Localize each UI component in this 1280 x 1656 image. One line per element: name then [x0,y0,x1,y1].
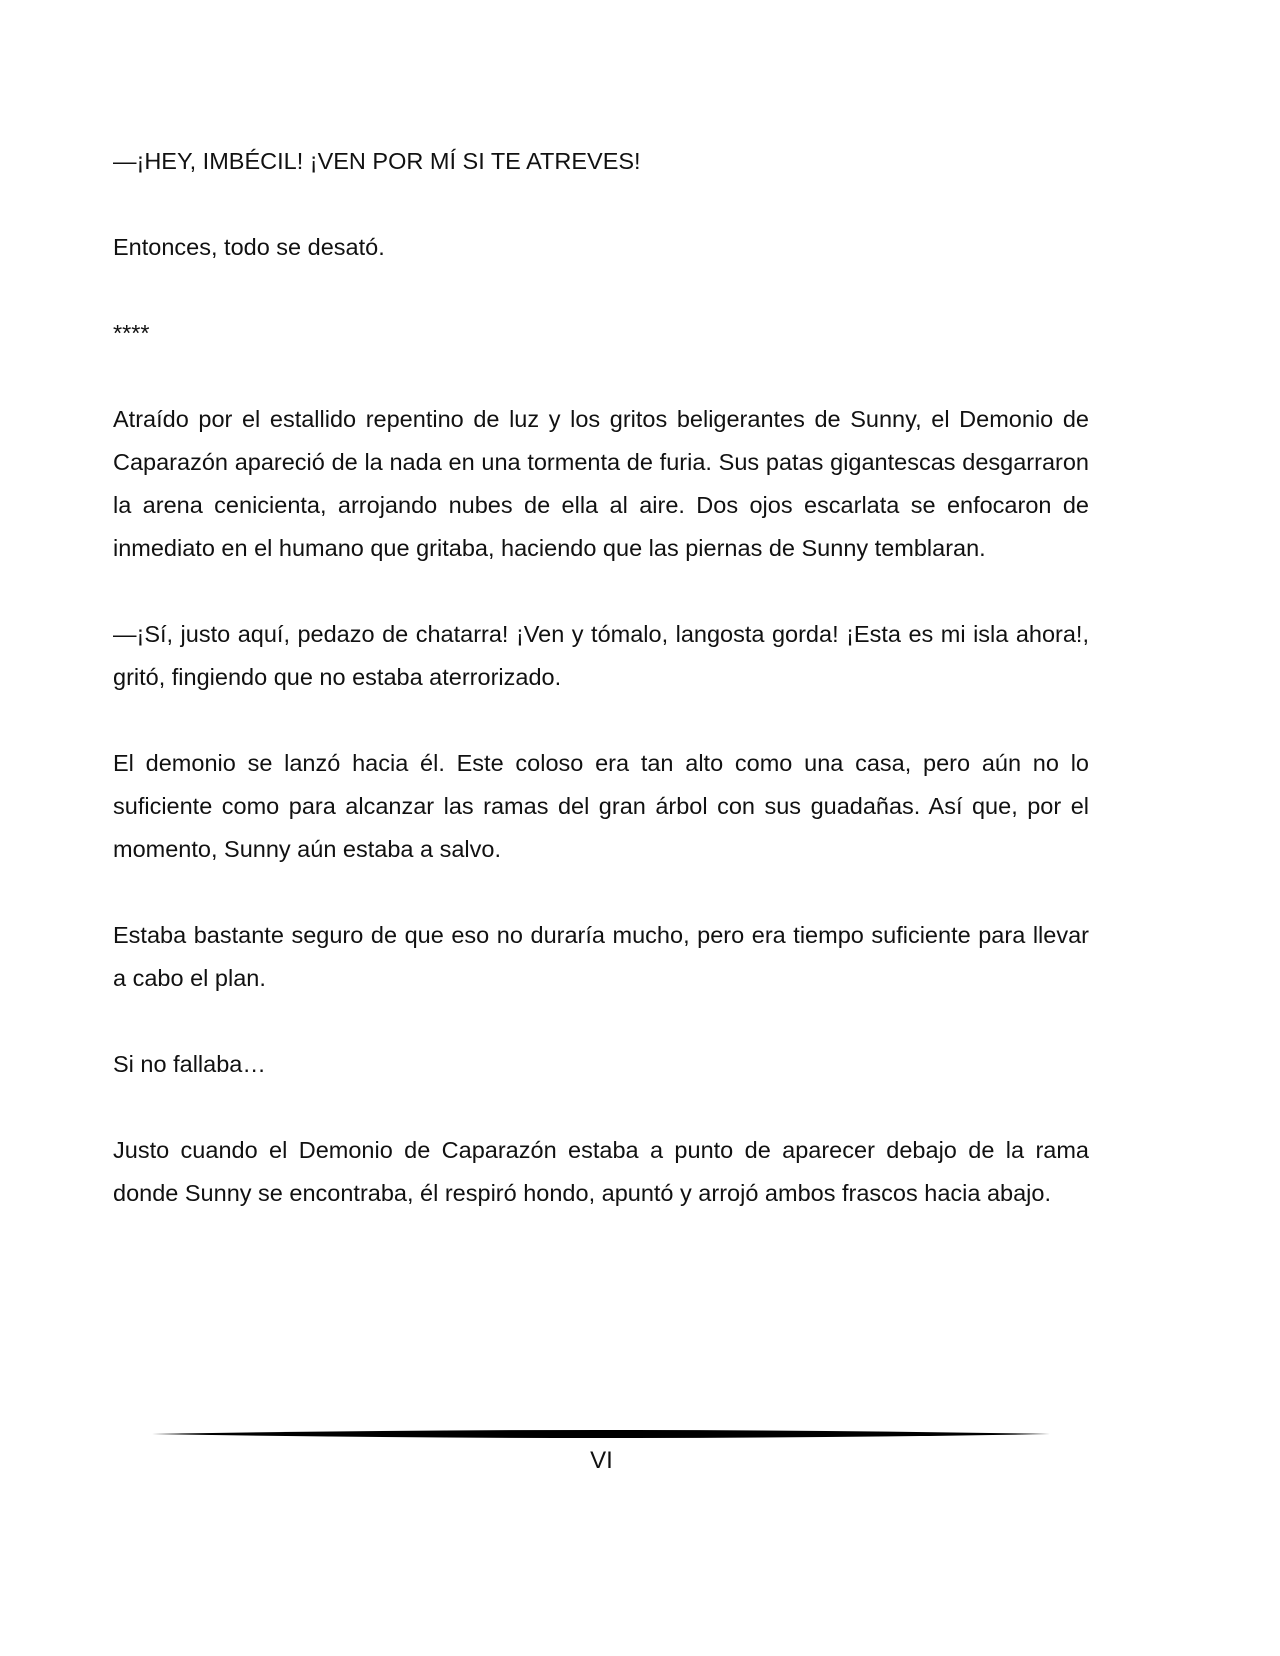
paragraph-unleashed: Entonces, todo se desató. [113,234,385,260]
paragraph-throw-flasks: Justo cuando el Demonio de Caparazón estaba a punto de aparecer debajo de la rama donde Sunny se encontraba, él respiró hondo, apuntó y arrojó ambos frascos hacia abajo. [113,1137,1089,1206]
paragraph-taunt: —¡Sí, justo aquí, pedazo de chatarra! ¡Ven y tómalo, langosta gorda! ¡Esta es mi isla ahora!, gritó, fingiendo que no estaba aterrorizado. [113,621,1089,690]
paragraph-plan: Estaba bastante seguro de que eso no duraría mucho, pero era tiempo suficiente para llevar a cabo el plan. [113,922,1089,991]
paragraph-if-not-fail: Si no fallaba… [113,1051,266,1077]
paragraph-shout: —¡HEY, IMBÉCIL! ¡VEN POR MÍ SI TE ATREVES! [113,148,641,174]
scene-break: **** [113,320,150,346]
footer-divider [152,1427,1050,1441]
paragraph-demon-appears: Atraído por el estallido repentino de luz y los gritos beligerantes de Sunny, el Demonio de Caparazón apareció de la nada en una tormenta de furia. Sus patas gigantescas desgarraron la arena cenicienta, arrojando nubes de ella al aire. Dos ojos escarlata se enfocaron de inmediato en el humano que gritaba, haciendo que las piernas de Sunny temblaran. [113,406,1089,561]
page-number: VI [590,1447,613,1474]
body-text [113,140,1089,1258]
paragraph-demon-lunges: El demonio se lanzó hacia él. Este coloso era tan alto como una casa, pero aún no lo suficiente como para alcanzar las ramas del gran árbol con sus guadañas. Así que, por el momento, Sunny aún estaba a salvo. [113,750,1089,862]
